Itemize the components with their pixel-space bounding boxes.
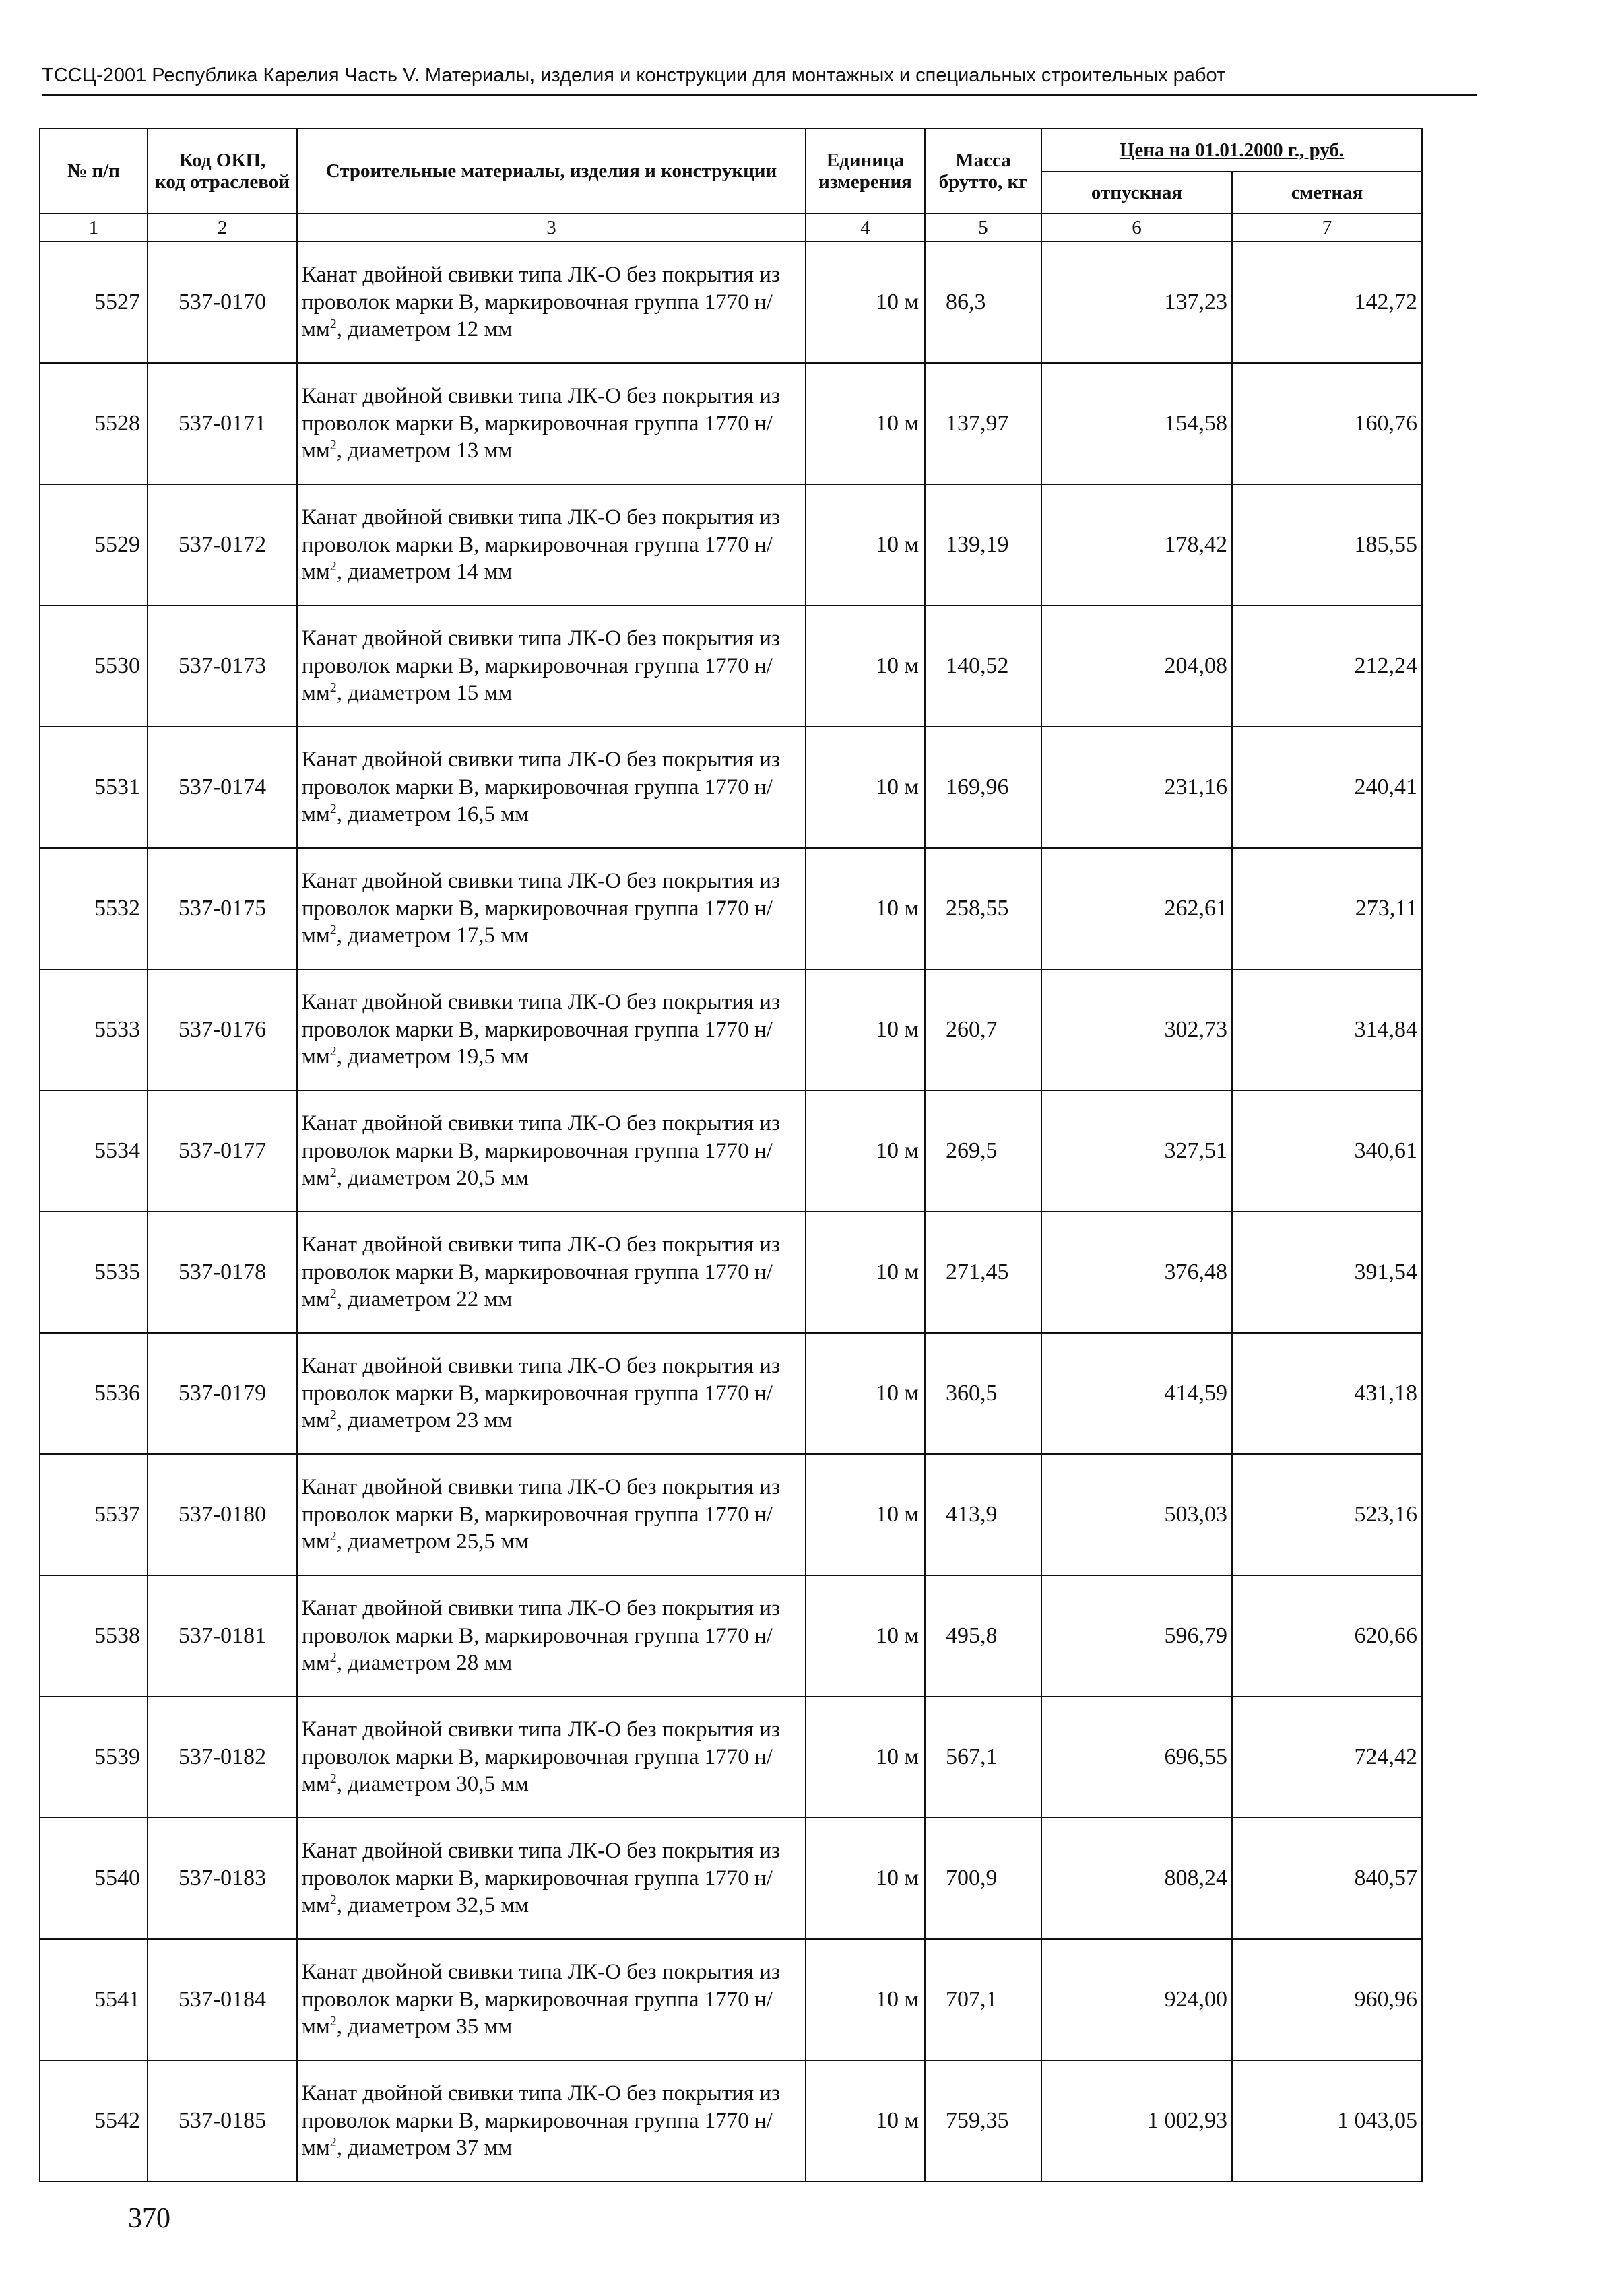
material-description (297, 1818, 806, 1939)
okp-code: 537-0180 (148, 1454, 297, 1575)
price-release: 503,03 (1041, 1454, 1232, 1575)
description-diameter: , диаметром 12 мм (336, 317, 513, 342)
price-release: 1 002,93 (1041, 2060, 1232, 2182)
okp-code: 537-0182 (148, 1697, 297, 1818)
column-header-price-group: Цена на 01.01.2000 г., руб. (1041, 129, 1422, 172)
gross-mass: 567,1 (925, 1697, 1041, 1818)
price-release: 596,79 (1041, 1575, 1232, 1697)
table-row (40, 1090, 1422, 1212)
gross-mass: 707,1 (925, 1939, 1041, 2060)
superscript-unit: 2 (329, 559, 337, 575)
description-diameter: , диаметром 35 мм (336, 2014, 513, 2039)
material-description (297, 605, 806, 727)
column-number: 4 (806, 214, 925, 242)
gross-mass: 258,55 (925, 848, 1041, 969)
price-release: 262,61 (1041, 848, 1232, 969)
description-text: Канат двойной свивки типа ЛК-О без покрытия из проволок марки В, маркировочная группа 1770 н/мм (302, 989, 780, 1070)
price-estimate: 960,96 (1232, 1939, 1422, 2060)
superscript-unit: 2 (329, 1771, 337, 1787)
row-number: 5537 (40, 1454, 148, 1575)
material-description (297, 1697, 806, 1818)
column-header-okp-code-title: Код ОКП, (179, 149, 266, 171)
column-header-price-release: отпускная (1041, 172, 1232, 214)
table-row (40, 1333, 1422, 1454)
unit-of-measure: 10 м (806, 1090, 925, 1212)
superscript-unit: 2 (329, 1650, 337, 1666)
description-diameter: , диаметром 30,5 мм (336, 1772, 529, 1797)
unit-of-measure: 10 м (806, 1333, 925, 1454)
price-estimate: 142,72 (1232, 242, 1422, 363)
unit-of-measure: 10 м (806, 1818, 925, 1939)
price-estimate: 620,66 (1232, 1575, 1422, 1697)
material-description (297, 1333, 806, 1454)
superscript-unit: 2 (329, 923, 337, 938)
row-number: 5530 (40, 605, 148, 727)
price-estimate: 314,84 (1232, 969, 1422, 1090)
description-text: Канат двойной свивки типа ЛК-О без покрытия из проволок марки В, маркировочная группа 1770 н/мм (302, 2080, 780, 2161)
description-text: Канат двойной свивки типа ЛК-О без покрытия из проволок марки В, маркировочная группа 1770 н/мм (302, 1717, 780, 1797)
okp-code: 537-0173 (148, 605, 297, 727)
okp-code: 537-0184 (148, 1939, 297, 2060)
table-row (40, 2060, 1422, 2182)
description-diameter: , диаметром 19,5 мм (336, 1045, 529, 1070)
column-header-price-estimate: сметная (1232, 172, 1422, 214)
price-release: 414,59 (1041, 1333, 1232, 1454)
okp-code: 537-0181 (148, 1575, 297, 1697)
row-number: 5540 (40, 1818, 148, 1939)
price-release: 204,08 (1041, 605, 1232, 727)
description-text: Канат двойной свивки типа ЛК-О без покрытия из проволок марки В, маркировочная группа 1770 н/мм (302, 1596, 780, 1676)
gross-mass: 169,96 (925, 727, 1041, 848)
description-diameter: , диаметром 28 мм (336, 1651, 513, 1676)
description-diameter: , диаметром 25,5 мм (336, 1530, 529, 1554)
superscript-unit: 2 (329, 317, 337, 332)
price-estimate: 840,57 (1232, 1818, 1422, 1939)
unit-of-measure: 10 м (806, 969, 925, 1090)
superscript-unit: 2 (329, 2014, 337, 2029)
row-number: 5534 (40, 1090, 148, 1212)
okp-code: 537-0171 (148, 363, 297, 484)
price-estimate: 185,55 (1232, 484, 1422, 605)
material-description (297, 1090, 806, 1212)
superscript-unit: 2 (329, 1286, 337, 1302)
table-row (40, 1818, 1422, 1939)
row-number: 5541 (40, 1939, 148, 2060)
price-release: 376,48 (1041, 1212, 1232, 1333)
superscript-unit: 2 (329, 680, 337, 696)
price-estimate: 523,16 (1232, 1454, 1422, 1575)
table-row (40, 727, 1422, 848)
okp-code: 537-0175 (148, 848, 297, 969)
price-release: 327,51 (1041, 1090, 1232, 1212)
material-description (297, 363, 806, 484)
gross-mass: 139,19 (925, 484, 1041, 605)
column-header-unit: Единица измерения (806, 129, 925, 214)
price-release: 231,16 (1041, 727, 1232, 848)
gross-mass: 495,8 (925, 1575, 1041, 1697)
unit-of-measure: 10 м (806, 1575, 925, 1697)
unit-of-measure: 10 м (806, 605, 925, 727)
material-description (297, 969, 806, 1090)
description-text: Канат двойной свивки типа ЛК-О без покрытия из проволок марки В, маркировочная группа 1770 н/мм (302, 1232, 780, 1312)
table-row (40, 1939, 1422, 2060)
superscript-unit: 2 (329, 1893, 337, 1908)
material-description (297, 484, 806, 605)
okp-code: 537-0185 (148, 2060, 297, 2182)
unit-of-measure: 10 м (806, 1454, 925, 1575)
table-row (40, 242, 1422, 363)
description-diameter: , диаметром 32,5 мм (336, 1893, 529, 1918)
price-table (39, 128, 1423, 2182)
price-estimate: 724,42 (1232, 1697, 1422, 1818)
unit-of-measure: 10 м (806, 2060, 925, 2182)
price-estimate: 212,24 (1232, 605, 1422, 727)
okp-code: 537-0176 (148, 969, 297, 1090)
gross-mass: 269,5 (925, 1090, 1041, 1212)
okp-code: 537-0174 (148, 727, 297, 848)
description-diameter: , диаметром 13 мм (336, 438, 513, 463)
price-estimate: 431,18 (1232, 1333, 1422, 1454)
price-estimate: 391,54 (1232, 1212, 1422, 1333)
superscript-unit: 2 (329, 1529, 337, 1544)
table-row (40, 1212, 1422, 1333)
description-text: Канат двойной свивки типа ЛК-О без покрытия из проволок марки В, маркировочная группа 1770 н/мм (302, 262, 780, 342)
okp-code: 537-0177 (148, 1090, 297, 1212)
price-release: 696,55 (1041, 1697, 1232, 1818)
description-diameter: , диаметром 37 мм (336, 2136, 513, 2161)
price-release: 154,58 (1041, 363, 1232, 484)
superscript-unit: 2 (329, 801, 337, 817)
table-row (40, 605, 1422, 727)
price-release: 808,24 (1041, 1818, 1232, 1939)
material-description (297, 1454, 806, 1575)
okp-code: 537-0178 (148, 1212, 297, 1333)
column-number: 7 (1232, 214, 1422, 242)
gross-mass: 140,52 (925, 605, 1041, 727)
row-number: 5533 (40, 969, 148, 1090)
description-diameter: , диаметром 20,5 мм (336, 1166, 529, 1191)
description-diameter: , диаметром 15 мм (336, 681, 513, 706)
row-number: 5527 (40, 242, 148, 363)
unit-of-measure: 10 м (806, 848, 925, 969)
description-diameter: , диаметром 16,5 мм (336, 802, 529, 827)
unit-of-measure: 10 м (806, 363, 925, 484)
column-header-okp-code (148, 129, 297, 214)
description-diameter: , диаметром 17,5 мм (336, 923, 529, 948)
table-row (40, 969, 1422, 1090)
table-row (40, 363, 1422, 484)
description-text: Канат двойной свивки типа ЛК-О без покрытия из проволок марки В, маркировочная группа 1770 н/мм (302, 626, 780, 706)
column-number: 3 (297, 214, 806, 242)
description-text: Канат двойной свивки типа ЛК-О без покрытия из проволок марки В, маркировочная группа 1770 н/мм (302, 1959, 780, 2039)
column-number: 1 (40, 214, 148, 242)
column-header-mass: Масса брутто, кг (925, 129, 1041, 214)
row-number: 5529 (40, 484, 148, 605)
description-diameter: , диаметром 23 мм (336, 1408, 513, 1433)
gross-mass: 759,35 (925, 2060, 1041, 2182)
description-text: Канат двойной свивки типа ЛК-О без покрытия из проволок марки В, маркировочная группа 1770 н/мм (302, 868, 780, 948)
column-header-num: № п/п (40, 129, 148, 214)
description-text: Канат двойной свивки типа ЛК-О без покрытия из проволок марки В, маркировочная группа 1770 н/мм (302, 383, 780, 463)
description-diameter: , диаметром 22 мм (336, 1287, 513, 1312)
gross-mass: 271,45 (925, 1212, 1041, 1333)
column-header-okp-code-sub: код отраслевой (155, 171, 290, 193)
row-number: 5536 (40, 1333, 148, 1454)
material-description (297, 242, 806, 363)
description-text: Канат двойной свивки типа ЛК-О без покрытия из проволок марки В, маркировочная группа 1770 н/мм (302, 1353, 780, 1433)
table-row (40, 1575, 1422, 1697)
gross-mass: 700,9 (925, 1818, 1041, 1939)
table-row (40, 1697, 1422, 1818)
price-estimate: 273,11 (1232, 848, 1422, 969)
unit-of-measure: 10 м (806, 484, 925, 605)
unit-of-measure: 10 м (806, 1939, 925, 2060)
row-number: 5535 (40, 1212, 148, 1333)
price-estimate: 160,76 (1232, 363, 1422, 484)
unit-of-measure: 10 м (806, 242, 925, 363)
price-release: 178,42 (1041, 484, 1232, 605)
page-header: ТССЦ-2001 Республика Карелия Часть V. Материалы, изделия и конструкции для монтажных и специальных строительных работ (42, 65, 1477, 96)
table-row (40, 1454, 1422, 1575)
column-number: 6 (1041, 214, 1232, 242)
gross-mass: 86,3 (925, 242, 1041, 363)
description-text: Канат двойной свивки типа ЛК-О без покрытия из проволок марки В, маркировочная группа 1770 н/мм (302, 1474, 780, 1554)
okp-code: 537-0172 (148, 484, 297, 605)
column-header-material: Строительные материалы, изделия и конструкции (297, 129, 806, 214)
material-description (297, 727, 806, 848)
description-text: Канат двойной свивки типа ЛК-О без покрытия из проволок марки В, маркировочная группа 1770 н/мм (302, 747, 780, 827)
price-release: 302,73 (1041, 969, 1232, 1090)
table-row (40, 484, 1422, 605)
unit-of-measure: 10 м (806, 1212, 925, 1333)
gross-mass: 137,97 (925, 363, 1041, 484)
price-estimate: 1 043,05 (1232, 2060, 1422, 2182)
superscript-unit: 2 (329, 2135, 337, 2151)
table-body (40, 242, 1422, 2182)
table-row (40, 848, 1422, 969)
description-text: Канат двойной свивки типа ЛК-О без покрытия из проволок марки В, маркировочная группа 1770 н/мм (302, 504, 780, 585)
table-header (40, 129, 1422, 242)
okp-code: 537-0179 (148, 1333, 297, 1454)
material-description (297, 1575, 806, 1697)
superscript-unit: 2 (329, 1165, 337, 1181)
column-number: 2 (148, 214, 297, 242)
row-number: 5539 (40, 1697, 148, 1818)
column-number: 5 (925, 214, 1041, 242)
unit-of-measure: 10 м (806, 727, 925, 848)
gross-mass: 360,5 (925, 1333, 1041, 1454)
gross-mass: 260,7 (925, 969, 1041, 1090)
page-number: 370 (128, 2203, 170, 2234)
description-text: Канат двойной свивки типа ЛК-О без покрытия из проволок марки В, маркировочная группа 1770 н/мм (302, 1111, 780, 1191)
price-release: 137,23 (1041, 242, 1232, 363)
price-release: 924,00 (1041, 1939, 1232, 2060)
okp-code: 537-0183 (148, 1818, 297, 1939)
description-diameter: , диаметром 14 мм (336, 560, 513, 585)
material-description (297, 2060, 806, 2182)
row-number: 5532 (40, 848, 148, 969)
price-estimate: 340,61 (1232, 1090, 1422, 1212)
unit-of-measure: 10 м (806, 1697, 925, 1818)
row-number: 5531 (40, 727, 148, 848)
row-number: 5542 (40, 2060, 148, 2182)
price-estimate: 240,41 (1232, 727, 1422, 848)
row-number: 5538 (40, 1575, 148, 1697)
gross-mass: 413,9 (925, 1454, 1041, 1575)
row-number: 5528 (40, 363, 148, 484)
superscript-unit: 2 (329, 1408, 337, 1423)
material-description (297, 848, 806, 969)
description-text: Канат двойной свивки типа ЛК-О без покрытия из проволок марки В, маркировочная группа 1770 н/мм (302, 1838, 780, 1918)
superscript-unit: 2 (329, 438, 337, 453)
material-description (297, 1939, 806, 2060)
material-description (297, 1212, 806, 1333)
superscript-unit: 2 (329, 1044, 337, 1059)
okp-code: 537-0170 (148, 242, 297, 363)
